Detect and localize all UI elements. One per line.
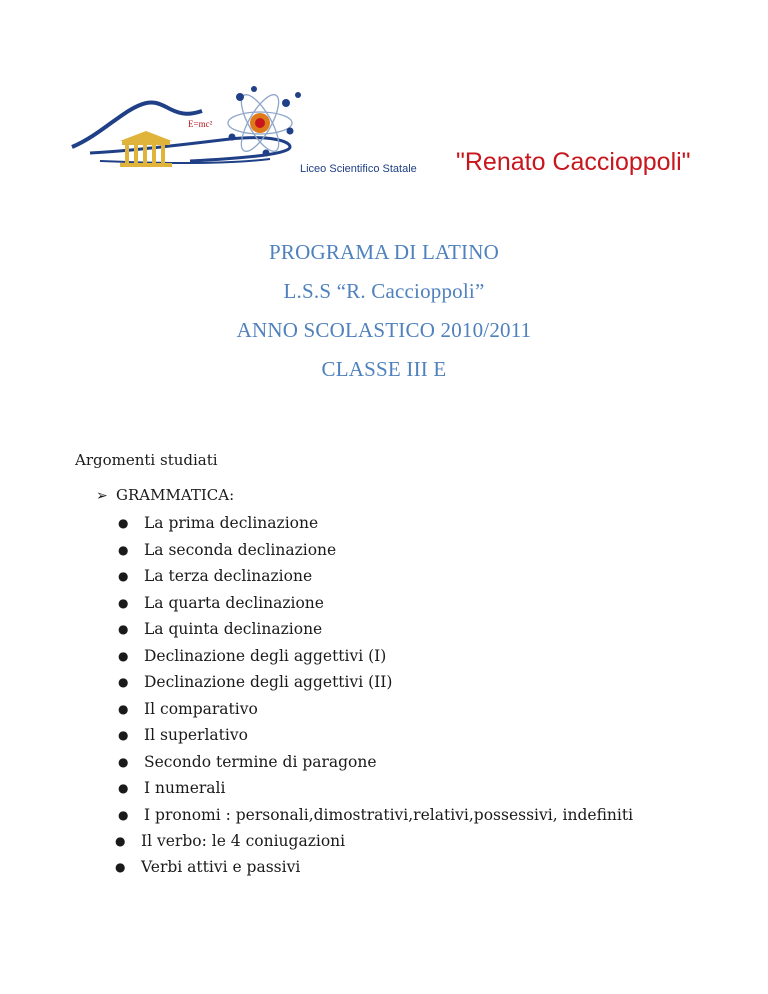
formula-text: E=mc² [188, 119, 213, 129]
title-school: L.S.S “R. Caccioppoli” [283, 279, 485, 303]
bullet-icon: ● [118, 569, 129, 583]
list-item: ● Il superlativo [118, 722, 718, 749]
list-item: ● La seconda declinazione [118, 537, 718, 564]
section-heading [96, 486, 234, 504]
section-label: GRAMMATICA: [116, 486, 235, 504]
bullet-icon: ● [118, 807, 129, 822]
list-item: ● I pronomi : personali,dimostrativi,relativi,possessivi, indefiniti [118, 805, 634, 824]
title-class: CLASSE III E [321, 357, 447, 381]
list-item: ● Il comparativo [118, 696, 718, 723]
bullet-icon: ● [118, 754, 129, 769]
school-name: "Renato Caccioppoli" [456, 148, 691, 176]
list-item: ● I numerali [118, 775, 718, 802]
title-program: PROGRAMA DI LATINO [269, 240, 499, 264]
bullet-icon: ● [118, 542, 129, 557]
bullet-icon: ● [118, 648, 129, 663]
bullet-icon: ● [118, 622, 129, 636]
temple-icon [120, 131, 172, 167]
list-item: ● La quinta declinazione [118, 616, 718, 643]
bullet-icon: ● [115, 860, 126, 874]
bullet-icon: ● [118, 675, 129, 689]
list-item: ● Declinazione degli aggettivi (I) [118, 643, 718, 670]
intro-text: Argomenti studiati [75, 451, 218, 469]
school-prefix: Liceo Scientifico Statale [300, 163, 417, 175]
bullet-icon: ● [118, 728, 129, 742]
bullet-icon: ● [115, 833, 126, 848]
bullet-icon: ● [118, 516, 129, 530]
list-item: ● Declinazione degli aggettivi (II) [118, 669, 718, 696]
arrow-bullet-icon: ➢ [96, 488, 108, 504]
bullet-icon: ● [118, 595, 129, 610]
document-title [0, 233, 768, 389]
list-item: ● Il verbo: le 4 coniugazioni [115, 828, 715, 855]
topic-list [115, 510, 718, 881]
list-item: ● La terza declinazione [118, 563, 718, 590]
school-logo [70, 75, 710, 185]
title-year: ANNO SCOLASTICO 2010/2011 [236, 318, 532, 342]
list-item: ● La quarta declinazione [118, 590, 718, 617]
list-item: ● Secondo termine di paragone [118, 749, 718, 776]
list-item: ● Verbi attivi e passivi [115, 854, 715, 881]
list-item: ● La prima declinazione [118, 510, 718, 537]
bullet-icon: ● [118, 781, 129, 795]
bullet-icon: ● [118, 701, 129, 716]
